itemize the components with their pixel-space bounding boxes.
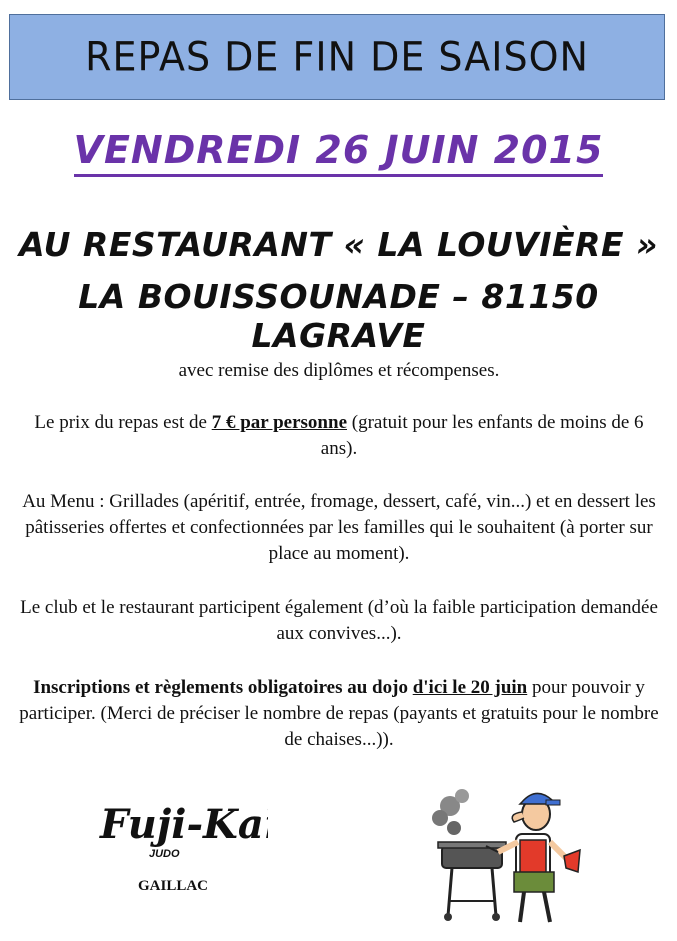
event-date-text: VENDREDI 26 JUIN 2015 [74,128,604,177]
price-text-before: Le prix du repas est de [34,412,212,433]
logo-city: GAILLAC [138,878,209,894]
registration-bold-text: Inscriptions et règlements obligatoires au dojo [33,677,413,698]
page-title: REPAS DE FIN DE SAISON [85,33,589,81]
registration-text-after: pour pouvoir y participer. (Merci de préciser le nombre de repas (payants et gratuits pour le nombre de chaises...)). [19,677,659,750]
paragraph-participation: Le club et le restaurant participent également (d’où la faible participation demandée aux convives...). [20,597,658,644]
paragraph-price [14,410,664,462]
price-value: 7 € par personne [211,412,348,433]
logo-brand-text: Fuji-Kaï [100,801,268,848]
event-date [0,128,677,172]
title-banner [9,14,665,100]
paragraph-awards: avec remise des diplômes et récompenses. [178,360,500,381]
registration-deadline: d'ici le 20 juin [412,677,528,698]
logo-subtitle: JUDO [149,848,180,860]
venue-line-1: AU RESTAURANT « LA LOUVIÈRE » [19,225,658,264]
fuji-kai-logo-icon [88,786,268,856]
price-text-after: (gratuit pour les enfants de moins de 6 ans). [320,412,644,459]
venue-line-2: LA BOUISSOUNADE – 81150 LAGRAVE [78,277,599,355]
paragraph-registration [14,675,664,753]
barbecue-chef-illustration-icon [428,776,588,926]
paragraph-menu: Au Menu : Grillades (apéritif, entrée, fromage, dessert, café, vin...) et en dessert les pâtisseries offertes et confectionnées par les familles qui le souhaitent (à porter sur place au moment). [22,491,656,564]
